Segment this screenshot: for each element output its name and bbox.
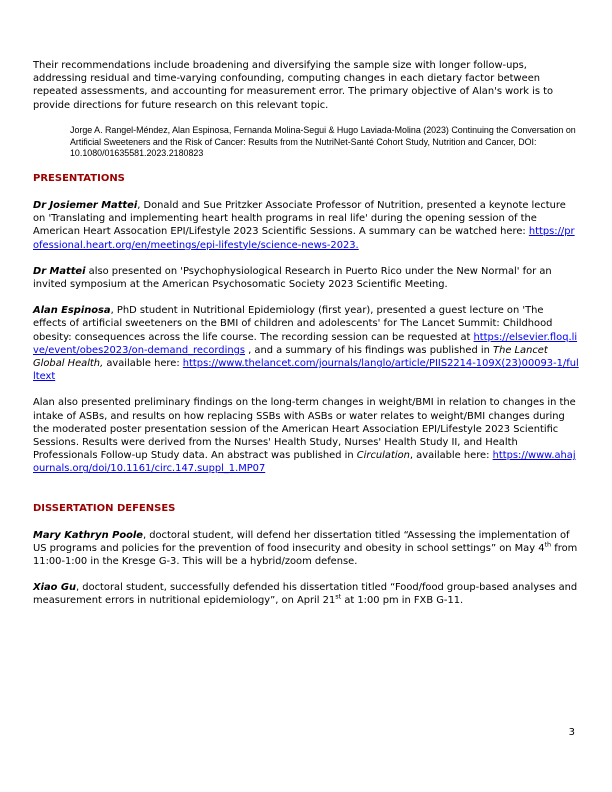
superscript: st xyxy=(335,593,342,602)
text-run: from 11:00-1:00 in the Kresge G-3. This will be a hybrid/zoom defense. xyxy=(33,542,578,567)
person-name: Mary Kathryn Poole xyxy=(33,529,143,541)
hyperlink[interactable]: https://professional.heart.org/en/meetings/epi-lifestyle/science-news-2023. xyxy=(33,226,575,251)
hyperlink[interactable]: https://elsevier.floq.live/event/obes2023/on-demand_recordings xyxy=(33,331,578,356)
section-heading-dissertation-defenses: DISSERTATION DEFENSES xyxy=(33,502,176,514)
text-run: , PhD student in Nutritional Epidemiology (first year), presented a guest lecture on 'The effects of artificial sweeteners on the BMI of children and adolescents' for The Lancet Summit: Childhood obesity: consequences across the life course. The recording session can be requested at xyxy=(33,305,553,343)
defense-paragraph-gu xyxy=(33,581,579,607)
text-run: also presented on 'Psychophysiological Research in Puerto Rico under the New Normal' for an invited symposium at the American Psychosomatic Society 2023 Scientific Meeting. xyxy=(33,265,552,290)
person-name: Xiao Gu xyxy=(33,582,77,594)
text-run: , doctoral student, successfully defended his dissertation titled “Food/food group-based analyses and measurement errors in nutritional epidemiology”, on April 21 xyxy=(33,582,578,607)
hyperlink[interactable]: https://www.thelancet.com/journals/langlo/article/PIIS2214-109X(23)00093-1/fulltext xyxy=(33,357,579,383)
person-name: Alan Espinosa xyxy=(33,305,111,317)
person-name: Dr Mattei xyxy=(33,265,86,277)
page-number: 3 xyxy=(568,727,575,738)
defense-paragraph-poole xyxy=(33,529,579,569)
section-heading-presentations: PRESENTATIONS xyxy=(33,172,125,184)
presentation-paragraph-mattei-symposium xyxy=(33,265,579,291)
text-run: Their recommendations include broadening and diversifying the sample size with longer follow-ups, addressing residual and time-varying confounding, computing changes in each dietary factor between repeated assessments, and accounting for measurement error. The primary objective of Alan's work is to provide directions for future research on this relevant topic. xyxy=(33,60,554,111)
hyperlink[interactable]: https://www.ahajournals.org/doi/10.1161/circ.147.suppl_1.MP07 xyxy=(33,450,576,475)
text-run: , Donald and Sue Pritzker Associate Professor of Nutrition, presented a keynote lecture on 'Translating and implementing heart health programs in real life' during the opening session of the American Heart Assocation EPI/Lifestyle 2023 Scientific Sessions. A summary can be watched here: xyxy=(33,199,566,238)
presentation-paragraph-espinosa-lecture xyxy=(33,304,579,383)
superscript: th xyxy=(544,540,552,549)
citation-reference: Jorge A. Rangel-Méndez, Alan Espinosa, Fernanda Molina-Segui & Hugo Laviada-Molina (2023) Continuing the Conversation on Artificial Sweeteners and the Risk of Cancer: Results from the NutriNet-Santé Cohort Study, Nutrition and Cancer, DOI: 10.1080/01635581.2023.2180823 xyxy=(70,124,576,159)
text-run: at 1:00 pm in FXB G-11. xyxy=(341,595,464,607)
text-run: , available here: xyxy=(409,450,493,462)
italic-run: Circulation xyxy=(356,450,410,462)
italic-run: The Lancet Global Health, xyxy=(33,344,548,369)
text-run: available here: xyxy=(103,357,183,369)
text-run: , doctoral student, will defend her dissertation titled “Assessing the implementation of US programs and policies for the prevention of food insecurity and obesity in school settings” on May 4 xyxy=(33,529,570,554)
person-name: Dr Josiemer Mattei xyxy=(33,199,138,211)
text-run: , and a summary of his findings was published in xyxy=(245,344,494,356)
presentation-paragraph-mattei-keynote xyxy=(33,199,579,252)
text-run: Alan also presented preliminary findings on the long-term changes in weight/BMI in relation to changes in the intake of ASBs, and results on how replacing SSBs with ASBs or water relates to weight/BMI changes during the moderated poster presentation session of the American Heart Association EPI/Lifestyle 2023 Scientific Sessions. Results were derived from the Nurses' Health Study, Nurses' Health Study II, and Health Professionals Follow-up Study data. An abstract was published in xyxy=(33,397,576,462)
presentation-paragraph-espinosa-poster xyxy=(33,396,579,475)
intro-paragraph xyxy=(33,59,579,112)
